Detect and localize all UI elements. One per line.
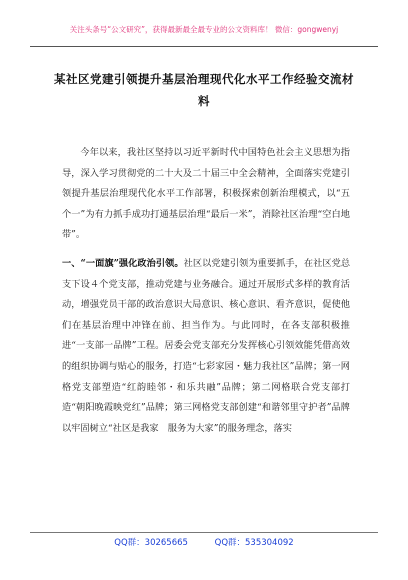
document-body: [62, 143, 350, 439]
intro-paragraph: 今年以来，我社区坚持以习近平新时代中国特色社会主义思想为指导，深入学习贯彻党的二十大及二十届三中全会精神，全面落实党建引领提升基层治理现代化水平工作部署，积极探索创新治理模式，以“五个一”为有力抓手成功打通基层治理“最后一米”，消除社区治理“空白地带”。: [62, 147, 350, 241]
section-paragraph: [62, 254, 350, 439]
footer: [30, 537, 378, 549]
document-title: 某社区党建引领提升基层治理现代化水平工作经验交流材料: [54, 72, 354, 108]
header-banner: 关注头条号“公文研究”，获得最新最全最专业的公文资料库！ 微信：gongwenyj: [69, 25, 339, 34]
header-divider: [30, 46, 378, 47]
footer-qq-group-2: QQ群：535304092: [214, 538, 294, 548]
footer-qq-group-1: QQ群：30265665: [114, 538, 188, 548]
section-heading: 一、“一面旗”强化政治引领。: [62, 257, 184, 269]
section-text: 社区以党建引领为重要抓手，在社区党总支下设４个党支部，推动党建与业务融合。通过开展形式多样的教育活动，增强党员干部的政治意识大局意识、核心意识、看齐意识，促使他们在基层治理中冲锋在前、担当作为。与此同时，在各支部积极推进“一支部一品牌”工程。居委会党支部充分发挥核心引领效能凭借高效的组织协调与贴心的服务，打造“七彩家园・魅力我社区”品牌；第一网格党支部塑造“红韵睦邻・和乐共融”品牌；第二网格联合党支部打造“朝阳晚霞映党红”品牌；第三网格党支部创建“和谐邻里守护者”品牌以牢固树立“社区是我家 服务为大家”的服务理念，落实: [62, 257, 351, 434]
footer-divider: [30, 532, 378, 533]
